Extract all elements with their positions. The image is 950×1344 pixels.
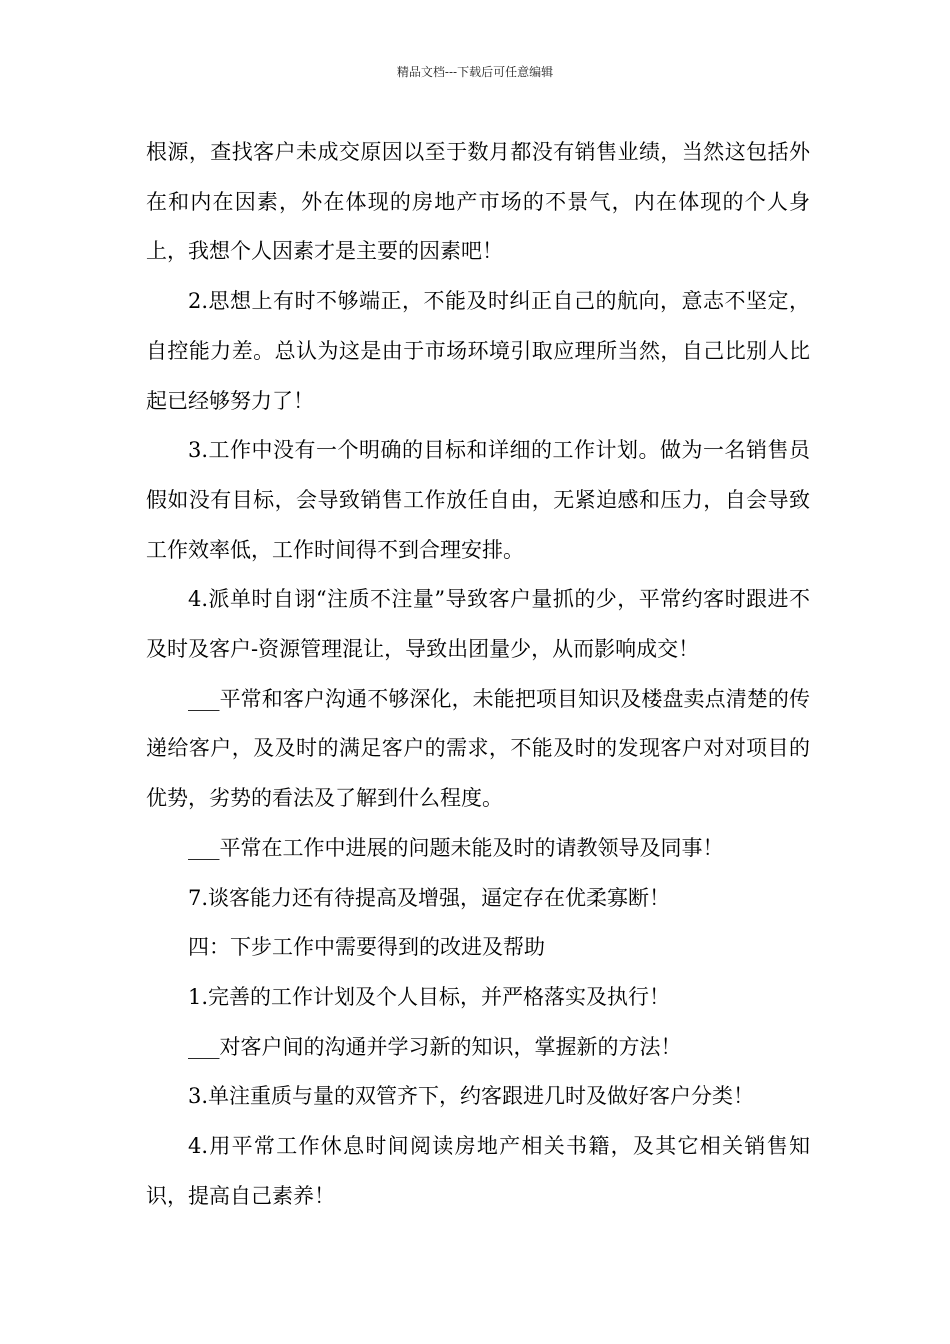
improvement-item-4: 4.用平常工作休息时间阅读房地产相关书籍，及其它相关销售知识，提高自己素养！ (146, 1134, 810, 1208)
improvement-item-2: ___对客户间的沟通并学习新的知识，掌握新的方法！ (188, 1034, 682, 1059)
paragraph-item-6: ___平常在工作中进展的问题未能及时的请教领导及同事！ (188, 835, 724, 860)
section-heading: 四：下步工作中需要得到的改进及帮助 (188, 935, 545, 960)
page-header: 精品文档---下载后可任意编辑 (396, 65, 554, 79)
paragraph-item-5: ___平常和客户沟通不够深化，未能把项目知识及楼盘卖点清楚的传递给客户，及及时的满足客户的需求，不能及时的发现客户对对项目的优势，劣势的看法及了解到什么程度。 (146, 686, 810, 811)
paragraph-item-3: 3.工作中没有一个明确的目标和详细的工作计划。做为一名销售员假如没有目标，会导致销售工作放任自由，无紧迫感和压力，自会导致工作效率低，工作时间得不到合理安排。 (146, 438, 810, 562)
improvement-item-1: 1.完善的工作计划及个人目标，并严格落实及执行！ (188, 984, 671, 1009)
document-body (146, 128, 810, 1221)
paragraph-item-7: 7.谈客能力还有待提高及增强，逼定存在优柔寡断！ (188, 885, 671, 910)
paragraph-item-2: 2.思想上有时不够端正，不能及时纠正自己的航向，意志不坚定，自控能力差。总认为这是由于市场环境引取应理所当然，自己比别人比起已经够努力了！ (146, 289, 810, 413)
paragraph-item-4: 4.派单时自诩“注质不注量”导致客户量抓的少，平常约客时跟进不及时及客户-资源管理混让，导致出团量少，从而影响成交！ (146, 587, 810, 662)
improvement-item-3: 3.单注重质与量的双管齐下，约客跟进几时及做好客户分类！ (188, 1084, 755, 1109)
paragraph-continuation: 根源，查找客户未成交原因以至于数月都没有销售业绩，当然这包括外在和内在因素，外在体现的房地产市场的不景气，内在体现的个人身上，我想个人因素才是主要的因素吧！ (146, 140, 810, 264)
